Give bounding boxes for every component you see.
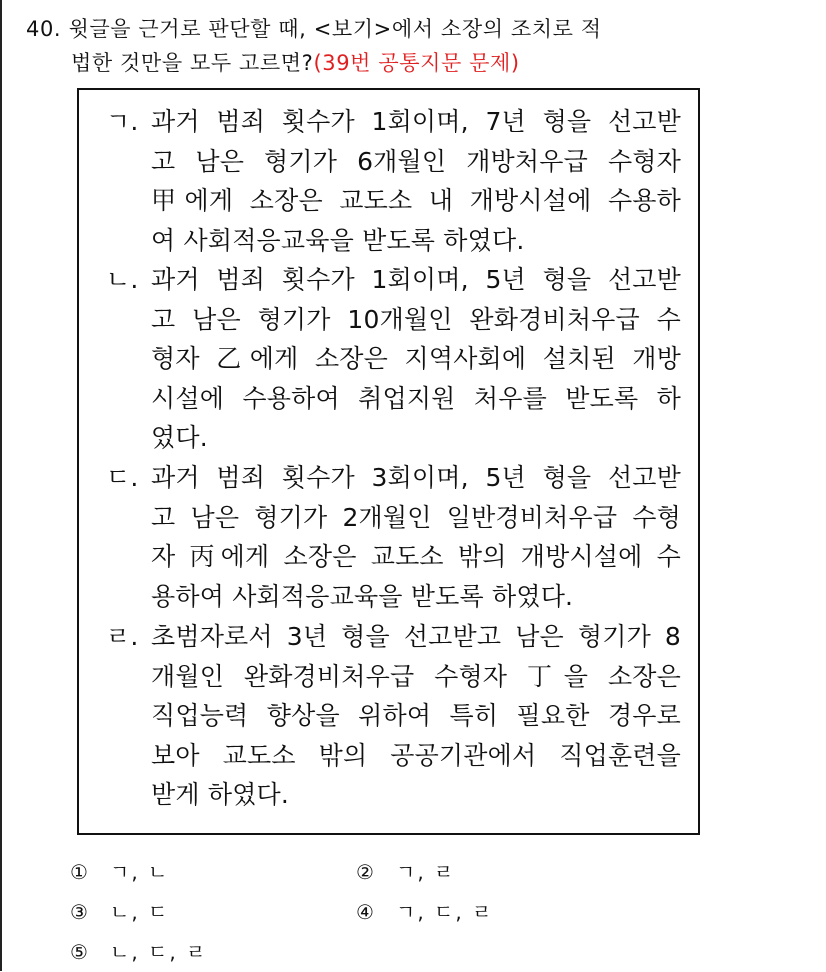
bogi-line: 받게 하였다. (151, 780, 290, 809)
bogi-marker: ㄴ. (106, 265, 139, 294)
bogi-line: 과거 범죄 횟수가 3회이며, 5년 형을 선고받 (151, 463, 681, 492)
bogi-line: 시설에 수용하여 취업지원 처우를 받도록 하 (151, 383, 681, 413)
bogi-line: 였다. (151, 423, 208, 452)
choice-text: ㄱ, ㄹ (396, 860, 456, 884)
bogi-line: 고 남은 형기가 10개월인 완화경비처우급 수 (151, 304, 681, 334)
bogi-line: 과거 범죄 횟수가 1회이며, 5년 형을 선고받 (151, 265, 681, 294)
bogi-line: 보아 교도소 밖의 공공기관에서 직업훈련을 (151, 740, 681, 770)
bogi-item-digeut (106, 458, 681, 616)
answer-choice-5[interactable] (70, 932, 207, 972)
bogi-line: 용하여 사회적응교육을 받도록 하였다. (151, 581, 574, 611)
question-stem (26, 12, 806, 80)
choice-text: ㄴ, ㄷ (110, 900, 170, 924)
choice-number: ② (356, 860, 376, 884)
question-line-1 (26, 12, 806, 46)
choice-number: ⑤ (70, 940, 90, 964)
question-number: 40. (26, 17, 62, 41)
choice-number: ① (70, 860, 90, 884)
choice-text: ㄴ, ㄷ, ㄹ (110, 940, 208, 964)
bogi-line: 직업능력 향상을 위하여 특히 필요한 경우로 (151, 701, 681, 730)
bogi-item-giyeok (106, 102, 681, 260)
bogi-line: 자 丙에게 소장은 교도소 밖의 개방시설에 수 (151, 542, 681, 571)
bogi-box (77, 88, 700, 835)
answer-choice-4[interactable] (356, 892, 493, 932)
choice-number: ③ (70, 900, 90, 924)
left-margin-rule (0, 0, 2, 971)
bogi-marker: ㄹ. (106, 622, 139, 651)
question-text-line-2: 법한 것만을 모두 고르면? (71, 51, 314, 75)
bogi-line: 초범자로서 3년 형을 선고받고 남은 형기가 8 (151, 622, 681, 651)
choice-text: ㄱ, ㄴ (110, 860, 170, 884)
bogi-line: 고 남은 형기가 2개월인 일반경비처우급 수형 (151, 502, 681, 532)
bogi-line: 개월인 완화경비처우급 수형자 丁을 소장은 (151, 661, 681, 691)
bogi-line: 과거 범죄 횟수가 1회이며, 7년 형을 선고받 (151, 107, 681, 136)
bogi-line: 여 사회적응교육을 받도록 하였다. (151, 225, 525, 255)
question-text-line-1: 윗글을 근거로 판단할 때, <보기>에서 소장의 조치로 적 (68, 17, 602, 41)
answer-choice-3[interactable] (70, 892, 169, 932)
question-line-2 (26, 46, 806, 80)
bogi-marker: ㄱ. (106, 107, 139, 136)
choice-text: ㄱ, ㄷ, ㄹ (396, 900, 494, 924)
choice-number: ④ (356, 900, 376, 924)
answer-choice-1[interactable] (70, 852, 169, 892)
question-source-note: (39번 공통지문 문제) (313, 51, 520, 75)
bogi-item-rieul (106, 617, 681, 815)
bogi-item-nieun (106, 260, 681, 458)
bogi-line: 형자 乙에게 소장은 지역사회에 설치된 개방 (151, 344, 681, 373)
bogi-line: 고 남은 형기가 6개월인 개방처우급 수형자 (151, 146, 681, 176)
answer-choice-2[interactable] (356, 852, 455, 892)
bogi-line: 甲에게 소장은 교도소 내 개방시설에 수용하 (151, 186, 681, 215)
bogi-marker: ㄷ. (106, 463, 139, 492)
